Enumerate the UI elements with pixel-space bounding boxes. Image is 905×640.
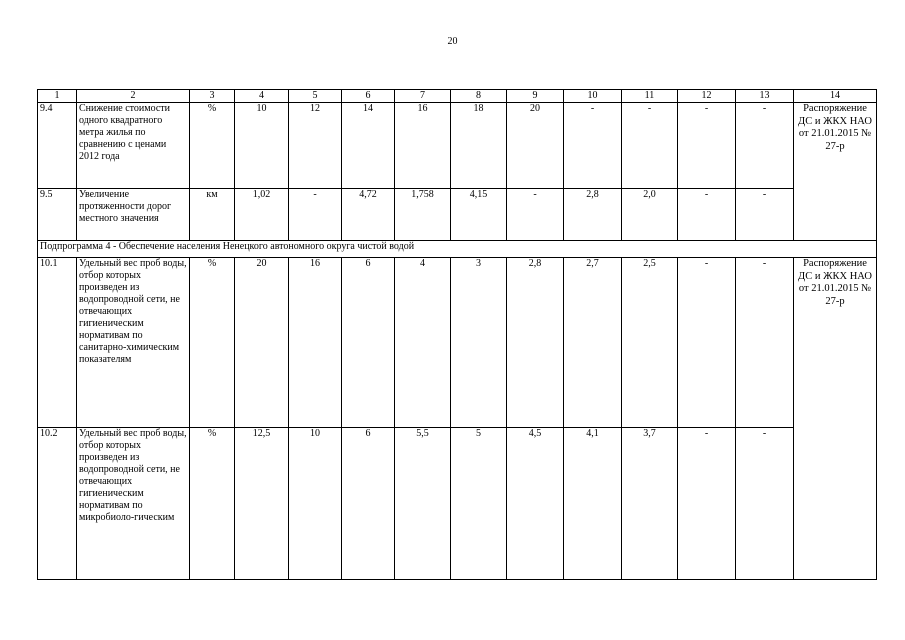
header-cell: 5 bbox=[289, 90, 342, 103]
value-cell: 4 bbox=[395, 258, 451, 428]
value-cell: - bbox=[678, 189, 736, 241]
table-row bbox=[38, 103, 877, 189]
header-cell: 13 bbox=[736, 90, 794, 103]
subprogram-row bbox=[38, 241, 877, 258]
value-cell: 10 bbox=[289, 428, 342, 580]
value-cell: 20 bbox=[235, 258, 289, 428]
value-cell: - bbox=[564, 103, 622, 189]
value-cell: 14 bbox=[342, 103, 395, 189]
indicator-name: Удельный вес проб воды, отбор которых произведен из водопроводной сети, не отвечающих гигиеническим нормативам по микробиоло-гическим bbox=[77, 428, 190, 580]
value-cell: 6 bbox=[342, 428, 395, 580]
value-cell: - bbox=[736, 103, 794, 189]
value-cell: 10 bbox=[235, 103, 289, 189]
row-id: 10.2 bbox=[38, 428, 77, 580]
unit-cell: км bbox=[190, 189, 235, 241]
header-cell: 7 bbox=[395, 90, 451, 103]
value-cell: 20 bbox=[507, 103, 564, 189]
value-cell: 16 bbox=[395, 103, 451, 189]
value-cell: - bbox=[678, 428, 736, 580]
note-cell: Распоряжение ДС и ЖКХ НАО от 21.01.2015 № 27-р bbox=[794, 103, 877, 241]
row-id: 10.1 bbox=[38, 258, 77, 428]
row-id: 9.4 bbox=[38, 103, 77, 189]
value-cell: 16 bbox=[289, 258, 342, 428]
value-cell: 4,5 bbox=[507, 428, 564, 580]
table-row bbox=[38, 189, 877, 241]
table-row bbox=[38, 258, 877, 428]
row-id: 9.5 bbox=[38, 189, 77, 241]
value-cell: - bbox=[622, 103, 678, 189]
indicator-name: Увеличение протяженности дорог местного значения bbox=[77, 189, 190, 241]
value-cell: 4,1 bbox=[564, 428, 622, 580]
value-cell: 6 bbox=[342, 258, 395, 428]
subprogram-title: Подпрограмма 4 - Обеспечение населения Ненецкого автономного округа чистой водой bbox=[38, 241, 877, 258]
value-cell: 2,5 bbox=[622, 258, 678, 428]
value-cell: 3,7 bbox=[622, 428, 678, 580]
note-cell: Распоряжение ДС и ЖКХ НАО от 21.01.2015 № 27-р bbox=[794, 258, 877, 580]
indicators-table bbox=[37, 89, 877, 580]
header-cell: 2 bbox=[77, 90, 190, 103]
value-cell: 12 bbox=[289, 103, 342, 189]
value-cell: 12,5 bbox=[235, 428, 289, 580]
header-cell: 4 bbox=[235, 90, 289, 103]
value-cell: - bbox=[736, 428, 794, 580]
header-cell: 9 bbox=[507, 90, 564, 103]
value-cell: 2,8 bbox=[564, 189, 622, 241]
value-cell: 4,72 bbox=[342, 189, 395, 241]
value-cell: 1,02 bbox=[235, 189, 289, 241]
value-cell: - bbox=[736, 258, 794, 428]
table-row bbox=[38, 428, 877, 580]
header-cell: 12 bbox=[678, 90, 736, 103]
value-cell: 2,7 bbox=[564, 258, 622, 428]
header-cell: 11 bbox=[622, 90, 678, 103]
value-cell: 1,758 bbox=[395, 189, 451, 241]
value-cell: 5 bbox=[451, 428, 507, 580]
unit-cell: % bbox=[190, 258, 235, 428]
unit-cell: % bbox=[190, 428, 235, 580]
header-cell: 10 bbox=[564, 90, 622, 103]
value-cell: - bbox=[678, 103, 736, 189]
indicator-name: Снижение стоимости одного квадратного метра жилья по сравнению с ценами 2012 года bbox=[77, 103, 190, 189]
header-cell: 3 bbox=[190, 90, 235, 103]
value-cell: - bbox=[736, 189, 794, 241]
value-cell: 3 bbox=[451, 258, 507, 428]
unit-cell: % bbox=[190, 103, 235, 189]
value-cell: 4,15 bbox=[451, 189, 507, 241]
value-cell: - bbox=[289, 189, 342, 241]
header-cell: 14 bbox=[794, 90, 877, 103]
value-cell: 18 bbox=[451, 103, 507, 189]
value-cell: - bbox=[678, 258, 736, 428]
page-number: 20 bbox=[447, 36, 458, 47]
value-cell: - bbox=[507, 189, 564, 241]
value-cell: 2,0 bbox=[622, 189, 678, 241]
value-cell: 5,5 bbox=[395, 428, 451, 580]
header-cell: 8 bbox=[451, 90, 507, 103]
header-cell: 6 bbox=[342, 90, 395, 103]
header-row bbox=[38, 90, 877, 103]
indicator-name: Удельный вес проб воды, отбор которых произведен из водопроводной сети, не отвечающих гигиеническим нормативам по санитарно-химическим показателям bbox=[77, 258, 190, 428]
header-cell: 1 bbox=[38, 90, 77, 103]
value-cell: 2,8 bbox=[507, 258, 564, 428]
